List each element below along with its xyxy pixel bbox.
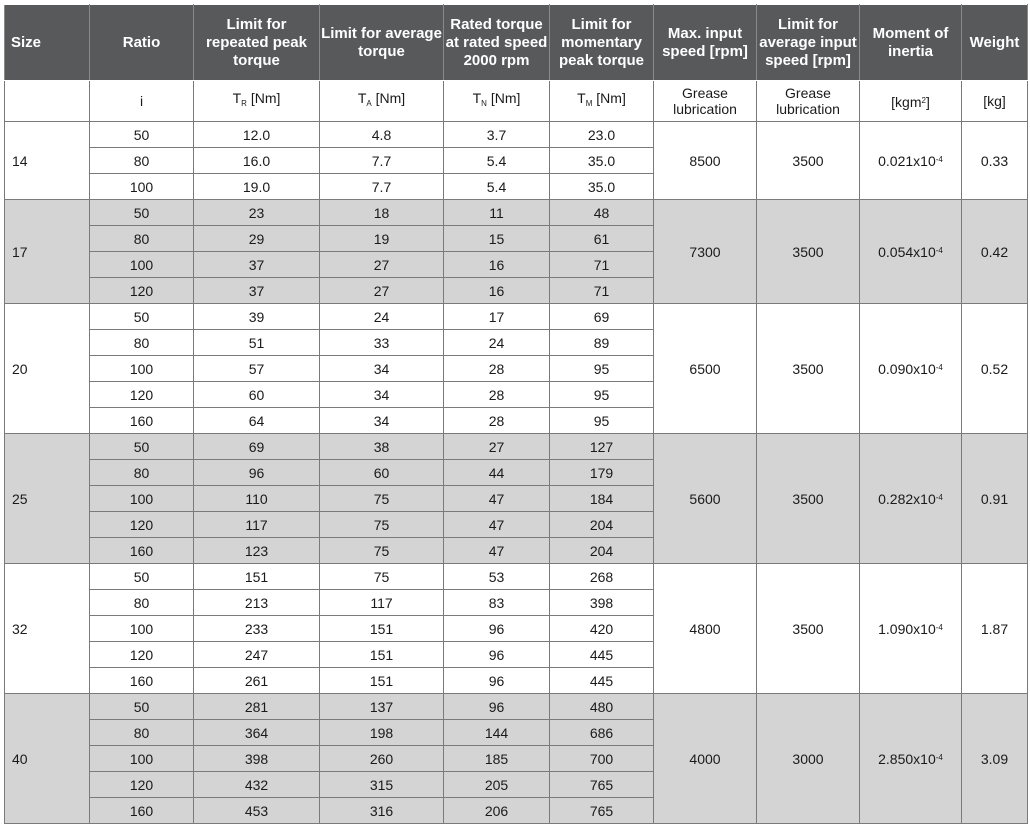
ratio-cell: 120: [90, 512, 194, 538]
repeated-peak-torque-cell: 12.0: [194, 122, 320, 148]
units-max-speed: Grease lubrication: [654, 81, 757, 122]
momentary-peak-torque-cell: 23.0: [550, 122, 654, 148]
momentary-peak-torque-cell: 179: [550, 460, 654, 486]
size-group: [5, 200, 1028, 304]
momentary-peak-torque-cell: 204: [550, 512, 654, 538]
ratio-cell: 50: [90, 694, 194, 720]
repeated-peak-torque-cell: 23: [194, 200, 320, 226]
table-row: [5, 200, 1028, 226]
rated-torque-cell: 96: [444, 694, 550, 720]
header-moment-of-inertia: Moment of inertia: [860, 5, 962, 81]
ratio-cell: 80: [90, 148, 194, 174]
momentary-peak-torque-cell: 95: [550, 382, 654, 408]
average-torque-cell: 151: [320, 668, 444, 694]
rated-torque-cell: 28: [444, 382, 550, 408]
inertia-exponent: -4: [935, 752, 943, 762]
momentary-peak-torque-cell: 445: [550, 668, 654, 694]
average-torque-cell: 27: [320, 278, 444, 304]
momentary-peak-torque-cell: 95: [550, 356, 654, 382]
table-row: [5, 122, 1028, 148]
header-size: Size: [5, 5, 90, 81]
inertia-cell: [860, 694, 962, 824]
ratio-cell: 100: [90, 746, 194, 772]
table-row: [5, 694, 1028, 720]
ratio-cell: 50: [90, 564, 194, 590]
inertia-cell: [860, 200, 962, 304]
repeated-peak-torque-cell: 57: [194, 356, 320, 382]
ratio-cell: 80: [90, 720, 194, 746]
rated-torque-cell: 11: [444, 200, 550, 226]
header-average-torque: Limit for average torque: [320, 5, 444, 81]
weight-cell: 0.42: [962, 200, 1028, 304]
inertia-exponent: -4: [935, 492, 943, 502]
momentary-peak-torque-cell: 765: [550, 772, 654, 798]
repeated-peak-torque-cell: 37: [194, 252, 320, 278]
rated-torque-cell: 53: [444, 564, 550, 590]
inertia-cell: [860, 122, 962, 200]
header-rated-torque: Rated torque at rated speed 2000 rpm: [444, 5, 550, 81]
units-tm: [550, 81, 654, 122]
rated-torque-cell: 24: [444, 330, 550, 356]
rated-torque-cell: 16: [444, 252, 550, 278]
avg-speed-cell: 3500: [757, 122, 860, 200]
rated-torque-cell: 16: [444, 278, 550, 304]
repeated-peak-torque-cell: 247: [194, 642, 320, 668]
repeated-peak-torque-cell: 213: [194, 590, 320, 616]
table-row: [5, 304, 1028, 330]
momentary-peak-torque-cell: 48: [550, 200, 654, 226]
size-group: [5, 694, 1028, 824]
repeated-peak-torque-cell: 432: [194, 772, 320, 798]
repeated-peak-torque-cell: 29: [194, 226, 320, 252]
average-torque-cell: 137: [320, 694, 444, 720]
rated-torque-cell: 28: [444, 408, 550, 434]
average-torque-cell: 34: [320, 408, 444, 434]
rated-torque-cell: 44: [444, 460, 550, 486]
max-speed-cell: 4800: [654, 564, 757, 694]
momentary-peak-torque-cell: 35.0: [550, 174, 654, 200]
repeated-peak-torque-cell: 39: [194, 304, 320, 330]
momentary-peak-torque-cell: 61: [550, 226, 654, 252]
inertia-exponent: -4: [935, 362, 943, 372]
average-torque-cell: 27: [320, 252, 444, 278]
size-cell: 25: [5, 434, 90, 564]
header-ratio: Ratio: [90, 5, 194, 81]
inertia-exponent: -4: [935, 245, 943, 255]
momentary-peak-torque-cell: 765: [550, 798, 654, 824]
rated-torque-cell: 144: [444, 720, 550, 746]
momentary-peak-torque-cell: 480: [550, 694, 654, 720]
ratio-cell: 160: [90, 798, 194, 824]
momentary-peak-torque-cell: 95: [550, 408, 654, 434]
ratio-cell: 160: [90, 668, 194, 694]
momentary-peak-torque-cell: 127: [550, 434, 654, 460]
ratio-cell: 50: [90, 122, 194, 148]
unit-text: [Nm]: [592, 90, 626, 106]
ratio-cell: 80: [90, 226, 194, 252]
repeated-peak-torque-cell: 233: [194, 616, 320, 642]
momentary-peak-torque-cell: 89: [550, 330, 654, 356]
max-speed-cell: 5600: [654, 434, 757, 564]
unit-symbol: T: [577, 90, 586, 106]
ratio-cell: 80: [90, 330, 194, 356]
repeated-peak-torque-cell: 96: [194, 460, 320, 486]
average-torque-cell: 60: [320, 460, 444, 486]
average-torque-cell: 18: [320, 200, 444, 226]
average-torque-cell: 7.7: [320, 174, 444, 200]
repeated-peak-torque-cell: 364: [194, 720, 320, 746]
header-row: [5, 5, 1028, 81]
repeated-peak-torque-cell: 123: [194, 538, 320, 564]
ratio-cell: 50: [90, 200, 194, 226]
units-tr: [194, 81, 320, 122]
header-repeated-peak-torque: Limit for repeated peak torque: [194, 5, 320, 81]
rated-torque-cell: 5.4: [444, 174, 550, 200]
header-max-input-speed: Max. input speed [rpm]: [654, 5, 757, 81]
ratio-cell: 100: [90, 616, 194, 642]
weight-cell: 0.33: [962, 122, 1028, 200]
average-torque-cell: 7.7: [320, 148, 444, 174]
momentary-peak-torque-cell: 204: [550, 538, 654, 564]
unit-text: [kgm: [891, 93, 922, 110]
rated-torque-cell: 206: [444, 798, 550, 824]
average-torque-cell: 151: [320, 616, 444, 642]
max-speed-cell: 8500: [654, 122, 757, 200]
rated-torque-cell: 3.7: [444, 122, 550, 148]
repeated-peak-torque-cell: 37: [194, 278, 320, 304]
gear-spec-table: [4, 4, 1028, 824]
weight-cell: 0.52: [962, 304, 1028, 434]
unit-superscript: 2: [921, 95, 926, 105]
repeated-peak-torque-cell: 398: [194, 746, 320, 772]
rated-torque-cell: 96: [444, 616, 550, 642]
unit-subscript: A: [366, 99, 372, 108]
repeated-peak-torque-cell: 19.0: [194, 174, 320, 200]
avg-speed-cell: 3500: [757, 564, 860, 694]
unit-text: ]: [925, 93, 930, 110]
average-torque-cell: 151: [320, 642, 444, 668]
average-torque-cell: 315: [320, 772, 444, 798]
units-ratio: i: [90, 81, 194, 122]
average-torque-cell: 4.8: [320, 122, 444, 148]
ratio-cell: 50: [90, 434, 194, 460]
ratio-cell: 100: [90, 356, 194, 382]
ratio-cell: 120: [90, 278, 194, 304]
size-group: [5, 564, 1028, 694]
weight-cell: 3.09: [962, 694, 1028, 824]
units-row: [5, 81, 1028, 122]
units-avg-speed: Grease lubrication: [757, 81, 860, 122]
rated-torque-cell: 83: [444, 590, 550, 616]
repeated-peak-torque-cell: 281: [194, 694, 320, 720]
average-torque-cell: 75: [320, 538, 444, 564]
average-torque-cell: 117: [320, 590, 444, 616]
repeated-peak-torque-cell: 60: [194, 382, 320, 408]
average-torque-cell: 260: [320, 746, 444, 772]
ratio-cell: 120: [90, 382, 194, 408]
momentary-peak-torque-cell: 420: [550, 616, 654, 642]
average-torque-cell: 316: [320, 798, 444, 824]
unit-text: [Nm]: [246, 90, 281, 106]
ratio-cell: 100: [90, 486, 194, 512]
momentary-peak-torque-cell: 184: [550, 486, 654, 512]
max-speed-cell: 7300: [654, 200, 757, 304]
average-torque-cell: 19: [320, 226, 444, 252]
rated-torque-cell: 15: [444, 226, 550, 252]
unit-symbol: T: [232, 90, 242, 106]
repeated-peak-torque-cell: 51: [194, 330, 320, 356]
average-torque-cell: 33: [320, 330, 444, 356]
ratio-cell: 120: [90, 772, 194, 798]
inertia-exponent: -4: [935, 154, 943, 164]
max-speed-cell: 4000: [654, 694, 757, 824]
momentary-peak-torque-cell: 71: [550, 252, 654, 278]
size-group: [5, 434, 1028, 564]
avg-speed-cell: 3500: [757, 304, 860, 434]
momentary-peak-torque-cell: 686: [550, 720, 654, 746]
header-weight: Weight: [962, 5, 1028, 81]
momentary-peak-torque-cell: 268: [550, 564, 654, 590]
max-speed-cell: 6500: [654, 304, 757, 434]
repeated-peak-torque-cell: 261: [194, 668, 320, 694]
inertia-value: 0.282x10: [878, 490, 936, 507]
table-row: [5, 434, 1028, 460]
ratio-cell: 80: [90, 460, 194, 486]
table-row: [5, 564, 1028, 590]
units-ta: [320, 81, 444, 122]
avg-speed-cell: 3000: [757, 694, 860, 824]
size-cell: 17: [5, 200, 90, 304]
avg-speed-cell: 3500: [757, 434, 860, 564]
repeated-peak-torque-cell: 110: [194, 486, 320, 512]
units-weight: [kg]: [962, 81, 1028, 122]
avg-speed-cell: 3500: [757, 200, 860, 304]
rated-torque-cell: 17: [444, 304, 550, 330]
units-size: [5, 81, 90, 122]
repeated-peak-torque-cell: 453: [194, 798, 320, 824]
inertia-cell: [860, 564, 962, 694]
inertia-cell: [860, 434, 962, 564]
inertia-value: 1.090x10: [878, 620, 936, 637]
average-torque-cell: 75: [320, 486, 444, 512]
momentary-peak-torque-cell: 700: [550, 746, 654, 772]
rated-torque-cell: 28: [444, 356, 550, 382]
unit-subscript: M: [585, 99, 593, 108]
momentary-peak-torque-cell: 35.0: [550, 148, 654, 174]
units-tn: [444, 81, 550, 122]
average-torque-cell: 34: [320, 382, 444, 408]
momentary-peak-torque-cell: 398: [550, 590, 654, 616]
size-group: [5, 304, 1028, 434]
size-cell: 40: [5, 694, 90, 824]
unit-symbol: T: [357, 90, 367, 106]
unit-text: [Nm]: [371, 90, 406, 106]
rated-torque-cell: 47: [444, 538, 550, 564]
size-group: [5, 122, 1028, 200]
header-average-input-speed: Limit for average input speed [rpm]: [757, 5, 860, 81]
ratio-cell: 100: [90, 174, 194, 200]
rated-torque-cell: 47: [444, 486, 550, 512]
ratio-cell: 50: [90, 304, 194, 330]
ratio-cell: 100: [90, 252, 194, 278]
inertia-value: 0.090x10: [878, 360, 936, 377]
unit-text: [Nm]: [486, 90, 521, 106]
weight-cell: 0.91: [962, 434, 1028, 564]
header-momentary-peak-torque: Limit for momentary peak torque: [550, 5, 654, 81]
rated-torque-cell: 5.4: [444, 148, 550, 174]
size-cell: 14: [5, 122, 90, 200]
rated-torque-cell: 47: [444, 512, 550, 538]
inertia-cell: [860, 304, 962, 434]
average-torque-cell: 34: [320, 356, 444, 382]
ratio-cell: 120: [90, 642, 194, 668]
repeated-peak-torque-cell: 69: [194, 434, 320, 460]
ratio-cell: 160: [90, 408, 194, 434]
inertia-value: 2.850x10: [878, 750, 936, 767]
repeated-peak-torque-cell: 151: [194, 564, 320, 590]
units-inertia: [860, 81, 962, 122]
average-torque-cell: 24: [320, 304, 444, 330]
repeated-peak-torque-cell: 64: [194, 408, 320, 434]
inertia-value: 0.021x10: [878, 152, 936, 169]
repeated-peak-torque-cell: 16.0: [194, 148, 320, 174]
ratio-cell: 80: [90, 590, 194, 616]
rated-torque-cell: 96: [444, 642, 550, 668]
rated-torque-cell: 205: [444, 772, 550, 798]
weight-cell: 1.87: [962, 564, 1028, 694]
average-torque-cell: 38: [320, 434, 444, 460]
unit-subscript: N: [481, 99, 487, 108]
average-torque-cell: 75: [320, 512, 444, 538]
unit-symbol: T: [472, 90, 482, 106]
size-cell: 32: [5, 564, 90, 694]
momentary-peak-torque-cell: 71: [550, 278, 654, 304]
ratio-cell: 160: [90, 538, 194, 564]
average-torque-cell: 75: [320, 564, 444, 590]
rated-torque-cell: 185: [444, 746, 550, 772]
unit-subscript: R: [241, 99, 247, 108]
inertia-value: 0.054x10: [878, 243, 936, 260]
rated-torque-cell: 96: [444, 668, 550, 694]
repeated-peak-torque-cell: 117: [194, 512, 320, 538]
rated-torque-cell: 27: [444, 434, 550, 460]
momentary-peak-torque-cell: 445: [550, 642, 654, 668]
average-torque-cell: 198: [320, 720, 444, 746]
momentary-peak-torque-cell: 69: [550, 304, 654, 330]
inertia-exponent: -4: [935, 622, 943, 632]
size-cell: 20: [5, 304, 90, 434]
